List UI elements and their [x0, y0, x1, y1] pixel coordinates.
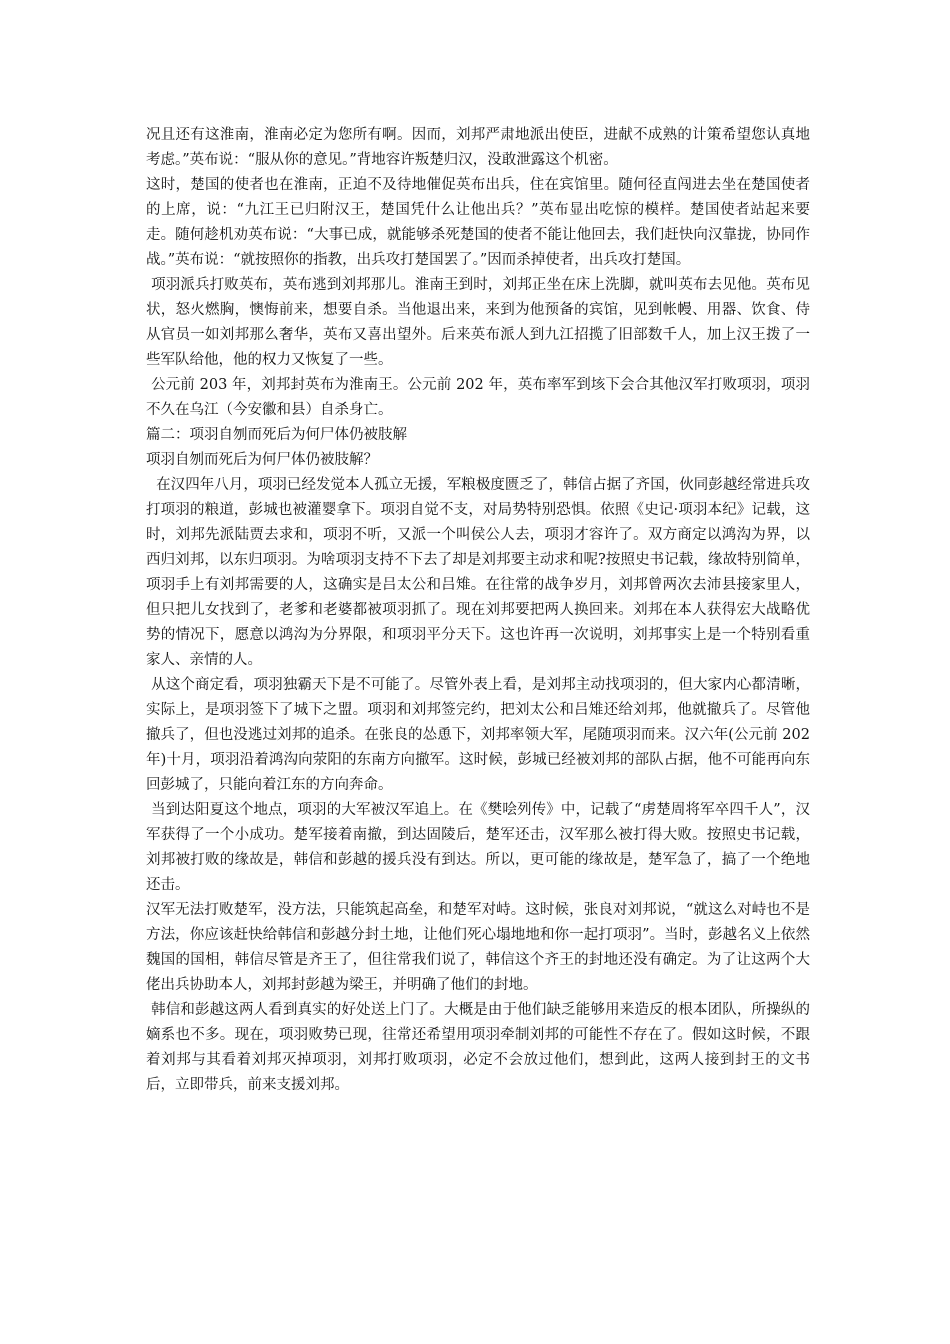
paragraph-pursuit: 从这个商定看，项羽独霸天下是不可能了。尽管外表上看，是刘邦主动找项羽的，但大家内心都清晰，实际上，是项羽签下了城下之盟。项羽和刘邦签完约，把刘太公和吕雉还给刘邦，他就撤兵了。尽管他撤兵了，但也没逃过刘邦的追杀。在张良的怂恿下，刘邦率领大军，尾随项羽而来。汉六年(公元前 202 年)十月，项羽沿着鸿沟向荥阳的东南方向撤军。这时候，彭城已经被刘邦的部队占据，他不可能再向东回彭城了，只能向着江东的方向奔命。: [146, 677, 810, 793]
paragraph-hong-canal-treaty: 在汉四年八月，项羽已经发觉本人孤立无援，军粮极度匮乏了，韩信占据了齐国，伙同彭越经常进兵攻打项羽的粮道，彭城也被灌婴拿下。项羽自觉不支，对局势特别恐惧。依照《史记·项羽本纪》记载，这时，刘邦先派陆贾去求和，项羽不听，又派一个叫侯公人去，项羽才容许了。双方商定以鸿沟为界，以西归刘邦，以东归项羽。为啥项羽支持不下去了却是刘邦要主动求和呢?按照史书记载，缘故特别简单，项羽手上有刘邦需要的人，这确实是吕太公和吕雉。在往常的战争岁月，刘邦曾两次去沛县接家里人，但只把儿女找到了，老爹和老婆都被项羽抓了。现在刘邦要把两人换回来。刘邦在本人获得宏大战略优势的情况下，愿意以鸿沟为分界限，和项羽平分天下。这也许再一次说明，刘邦事实上是一个特别看重家人、亲情的人。: [146, 477, 810, 668]
paragraph-guling-battle: 当到达阳夏这个地点，项羽的大军被汉军追上。在《樊哙列传》中，记载了“虏楚周将军卒四千人”，汉军获得了一个小成功。楚军接着南撤，到达固陵后，楚军还击，汉军那么被打得大败。按照史书记载，刘邦被打败的缘故是，韩信和彭越的援兵没有到达。所以，更可能的缘故是，楚军急了，搞了一个绝地还击。: [146, 802, 810, 893]
paragraph-chu-envoy-killed: 这时，楚国的使者也在淮南，正迫不及待地催促英布出兵，住在宾馆里。随何径直闯进去坐在楚国使者的上席，说：“九江王已归附汉王，楚国凭什么让他出兵？”英布显出吃惊的模样。楚国使者站起来要走。随何趁机劝英布说：“大事已成，就能够杀死楚国的使者不能让他回去，我们赶快向汉靠拢，协同作战。”英布说：“就按照你的指教，出兵攻打楚国罢了。”因而杀掉使者，出兵攻打楚国。: [146, 177, 810, 268]
paragraph-han-xin-peng-yue: 韩信和彭越这两人看到真实的好处送上门了。大概是由于他们缺乏能够用来造反的根本团队，所操纵的嫡系也不多。现在，项羽败势已现，往常还希望用项羽牵制刘邦的可能性不存在了。假如这时候，不跟着刘邦与其看着刘邦灭掉项羽，刘邦打败项羽，必定不会放过他们，想到此，这两人接到封王的文书后，立即带兵，前来支援刘邦。: [146, 1002, 810, 1093]
paragraph-ying-bu-persuaded: 况且还有这淮南，淮南必定为您所有啊。因而，刘邦严肃地派出使臣，进献不成熟的计策希望您认真地考虑。”英布说：“服从你的意见。”背地容许叛楚归汉，没敢泄露这个机密。: [146, 127, 810, 168]
document-body: [146, 123, 810, 1098]
paragraph-ying-bu-defeated: 项羽派兵打败英布，英布逃到刘邦那儿。淮南王到时，刘邦正坐在床上洗脚，就叫英布去见他。英布见状，怒火燃胸，懊悔前来，想要自杀。当他退出来，来到为他预备的宾馆，见到帐幔、用器、饮食、侍从官员一如刘邦那么奢华，英布又喜出望外。后来英布派人到九江招揽了旧部数千人，加上汉王拨了一些军队给他，他的权力又恢复了一些。: [146, 277, 810, 368]
paragraph-zhang-liang-advice: 汉军无法打败楚军，没方法，只能筑起高垒，和楚军对峙。这时候，张良对刘邦说，“就这么对峙也不是方法，你应该赶快给韩信和彭越分封土地，让他们死心塌地地和你一起打项羽”。当时，彭越名义上依然魏国的国相，韩信尽管是齐王了，但往常我们说了，韩信这个齐王的封地还没有确定。为了让这两个大佬出兵协助本人，刘邦封彭越为梁王，并明确了他们的封地。: [146, 902, 810, 993]
paragraph-huainan-king: 公元前 203 年，刘邦封英布为淮南王。公元前 202 年，英布率军到垓下会合其他汉军打败项羽，项羽不久在乌江（今安徽和县）自杀身亡。: [146, 377, 810, 418]
section-heading-part-two: 篇二：项羽自刎而死后为何尸体仍被肢解: [146, 427, 407, 443]
section-title-question: 项羽自刎而死后为何尸体仍被肢解？: [146, 452, 378, 468]
